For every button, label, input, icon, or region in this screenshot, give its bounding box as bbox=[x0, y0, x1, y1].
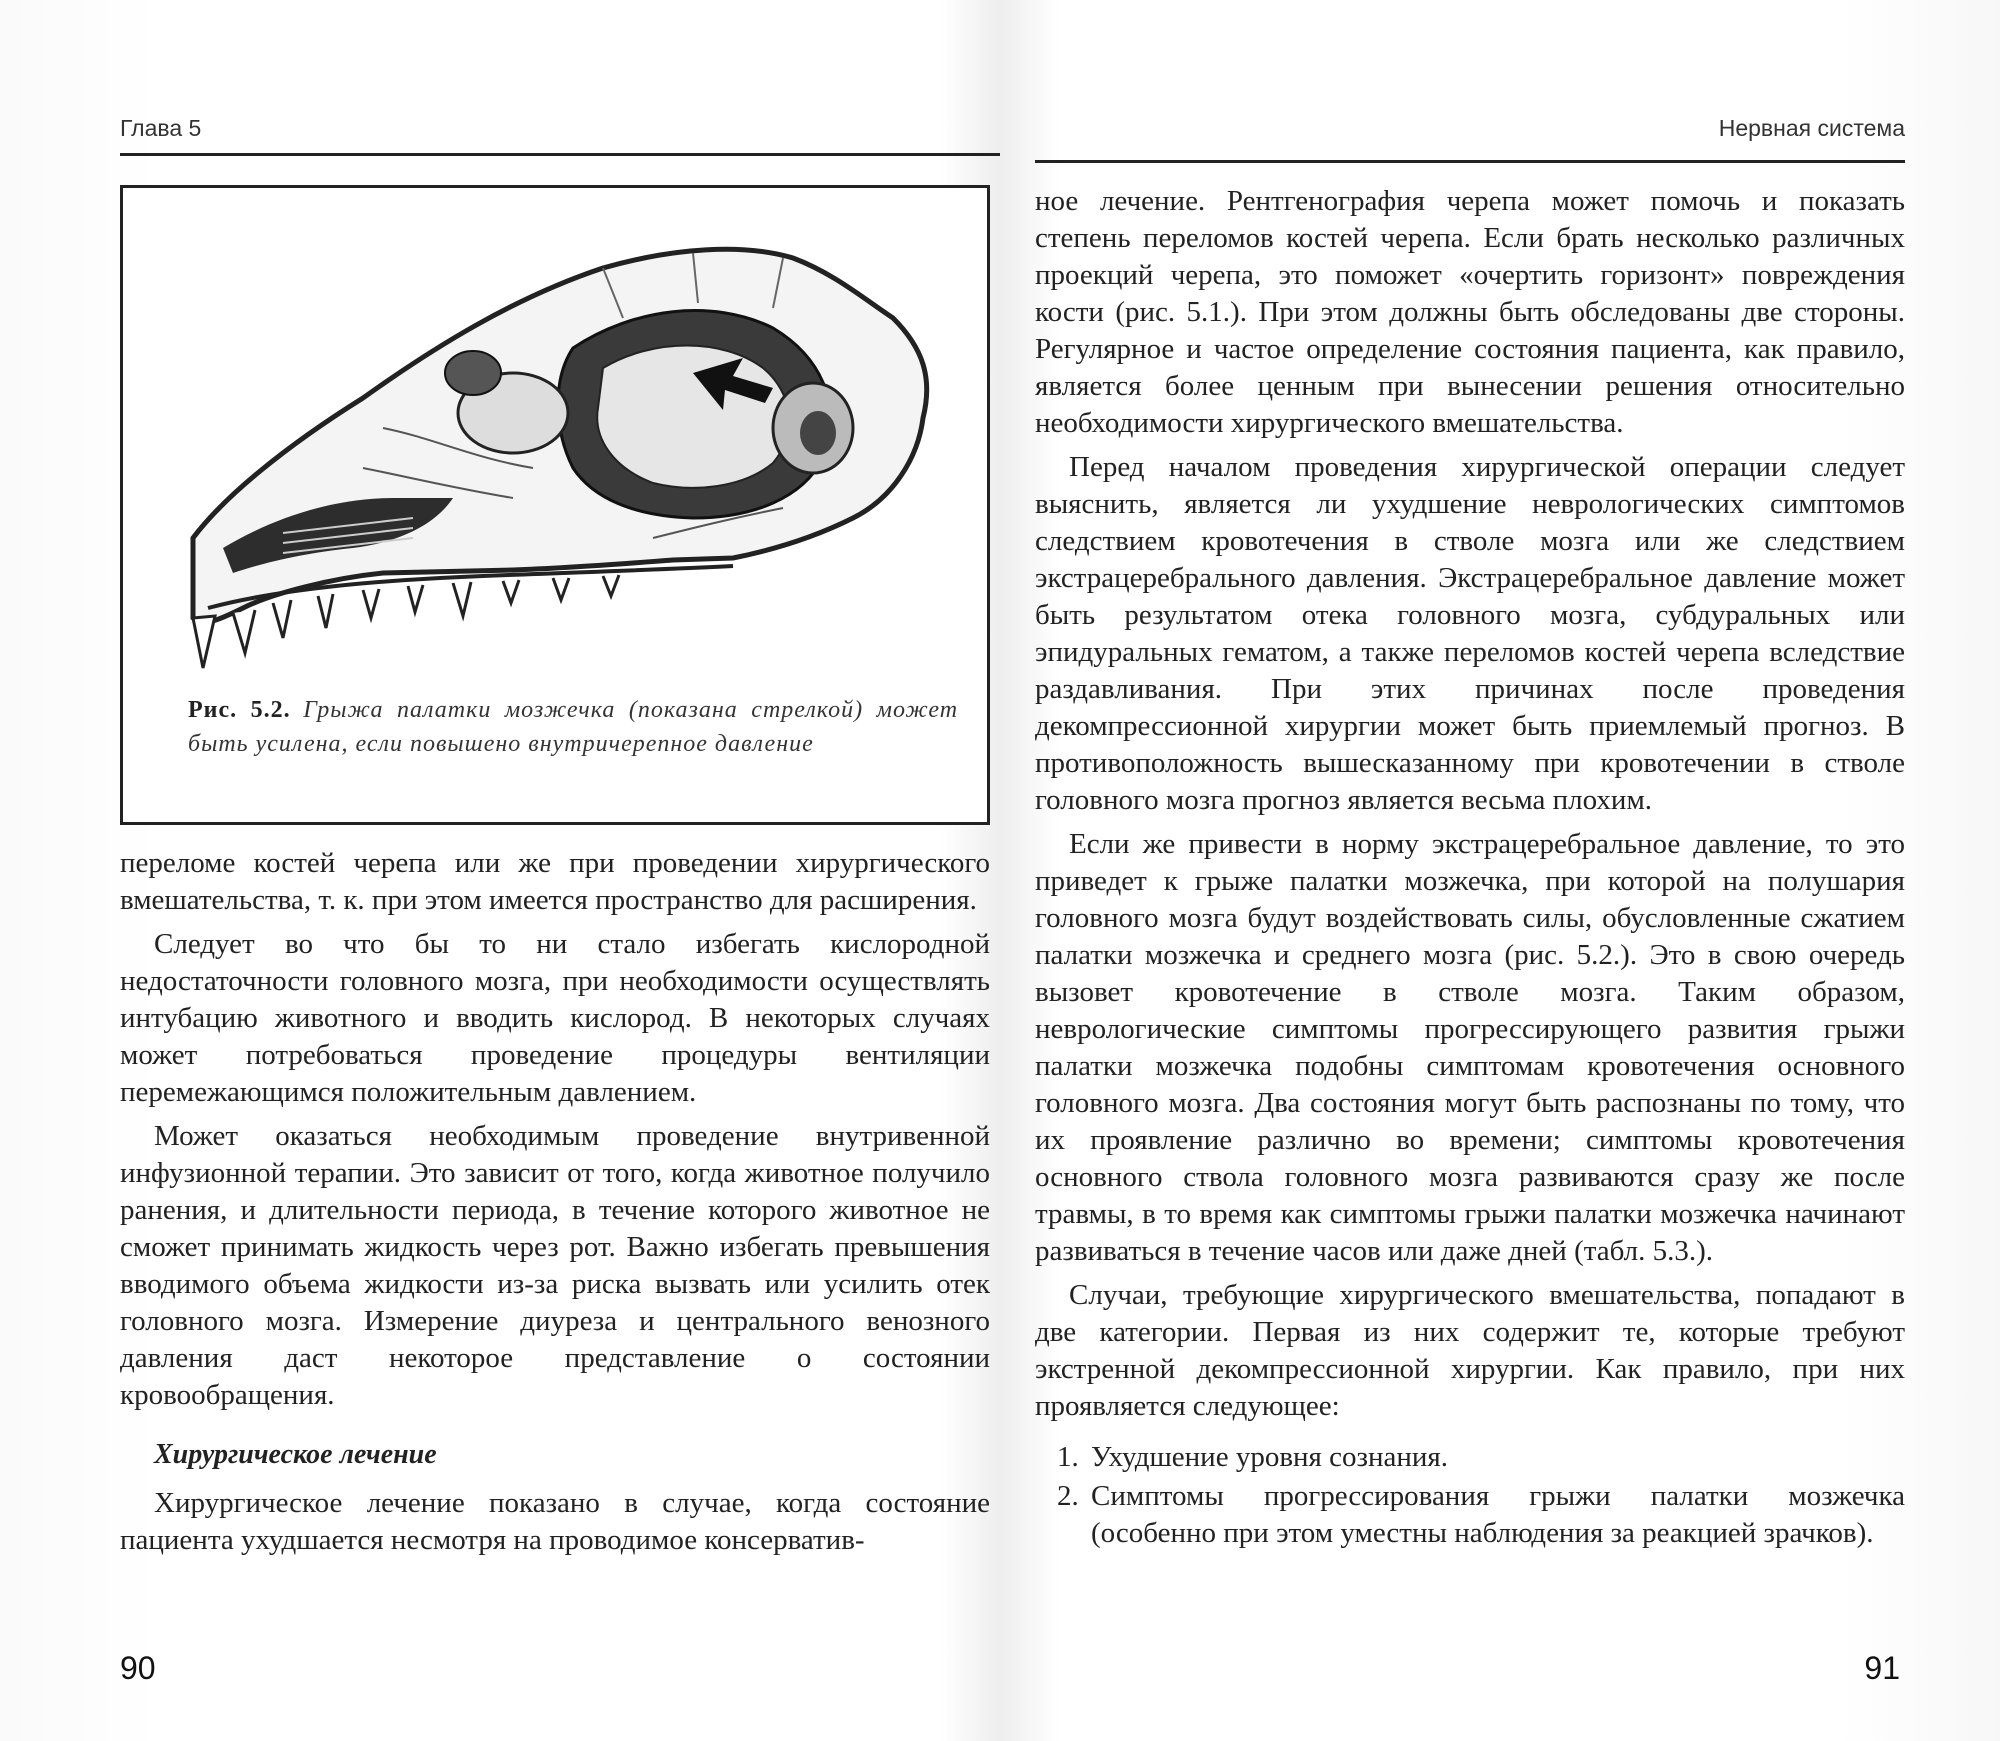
caption-text: Грыжа палатки мозжечка (показана стрелкой) может быть усилена, если повышено внутричерепное давление bbox=[188, 697, 959, 757]
right-column bbox=[1035, 183, 1905, 1554]
left-column bbox=[120, 845, 990, 1566]
list-item: 1. Ухудшение уровня сознания. bbox=[1057, 1441, 1448, 1473]
figure-5-2 bbox=[120, 185, 990, 825]
header-rule-right bbox=[1035, 160, 1905, 163]
left-paragraph-1: переломе костей черепа или же при проведении хирургического вмешательства, т. к. при этом имеется пространство для расширения. bbox=[120, 847, 990, 916]
list-item: 2. Симптомы прогрессирования грыжи палатки мозжечка (особенно при этом уместны наблюдения за реакцией зрачков). bbox=[1057, 1480, 1905, 1549]
chapter-header: Глава 5 bbox=[120, 115, 202, 141]
page-number-right: 91 bbox=[1864, 1650, 1900, 1686]
right-paragraph-1: ное лечение. Рентгенография черепа может помочь и показать степень переломов костей черепа. Если брать несколько различных проекций черепа, это поможет «очертить горизонт» повреждения кости (рис. 5.1.). При этом должны быть обследованы две стороны. Регулярное и частое определение состояния пациента, как правило, является более ценным при вынесении решения относительно необходимости хирургического вмешательства. bbox=[1035, 185, 1905, 439]
skull-illustration-icon bbox=[133, 198, 978, 678]
left-paragraph-2: Следует во что бы то ни стало избегать кислородной недостаточности головного мозга, при необходимости осуществлять интубацию животного и вводить кислород. В некоторых случаях может потребоваться проведение процедуры вентиляции перемежающимся положительным давлением. bbox=[120, 928, 990, 1108]
section-title: Хирургическое лечение bbox=[154, 1439, 437, 1470]
header-rule-left bbox=[120, 153, 1000, 156]
right-paragraph-4: Случаи, требующие хирургического вмешательства, попадают в две категории. Первая из них содержит те, которые требуют экстренной декомпрессионной хирургии. Как правило, при них проявляется следующее: bbox=[1035, 1279, 1905, 1422]
left-paragraph-4: Хирургическое лечение показано в случае, когда состояние пациента ухудшается несмотря на проводимое консерватив- bbox=[120, 1487, 990, 1556]
page-number-left: 90 bbox=[120, 1650, 156, 1686]
caption-label: Рис. 5.2. bbox=[188, 697, 291, 723]
right-paragraph-2: Перед началом проведения хирургической операции следует выяснить, является ли ухудшение неврологических симптомов следствием кровотечения в стволе мозга или же следствием экстрацеребрального давления. Экстрацеребральное давление может быть результатом отека головного мозга, субдуральных или эпидуральных гематом, а также переломов костей черепа вследствие раздавливания. При этих причинах после проведения декомпрессионной хирургии может быть приемлемый прогноз. В противоположность вышесказанному при кровотечении в стволе головного мозга прогноз является весьма плохим. bbox=[1035, 451, 1905, 816]
figure-caption bbox=[188, 693, 958, 761]
right-paragraph-3: Если же привести в норму экстрацеребральное давление, то это приведет к грыже палатки мозжечка, при которой на полушария головного мозга будут воздействовать силы, обусловленные сжатием палатки мозжечка и среднего мозга (рис. 5.2.). Это в свою очередь вызовет кровотечение в стволе мозга. Таким образом, неврологические симптомы прогрессирующего развития грыжи палатки мозжечка подобны симптомам кровотечения основного головного мозга. Два состояния могут быть распознаны по тому, что их проявление различно во времени; симптомы кровотечения основного ствола головного мозга развиваются сразу же после травмы, в то время как симптомы грыжи палатки мозжечка начинают развиваться в течение часов или даже дней (табл. 5.3.). bbox=[1035, 828, 1905, 1267]
section-header: Нервная система bbox=[1718, 115, 1905, 141]
left-paragraph-3: Может оказаться необходимым проведение внутривенной инфузионной терапии. Это зависит от того, когда животное получило ранения, и длительности периода, в течение которого животное не сможет принимать жидкость через рот. Важно избегать превышения вводимого объема жидкости из-за риска вызвать или усилить отек головного мозга. Измерение диуреза и центрального венозного давления даст некоторое представление о состоянии кровообращения. bbox=[120, 1120, 990, 1411]
numbered-list bbox=[1035, 1439, 1905, 1552]
